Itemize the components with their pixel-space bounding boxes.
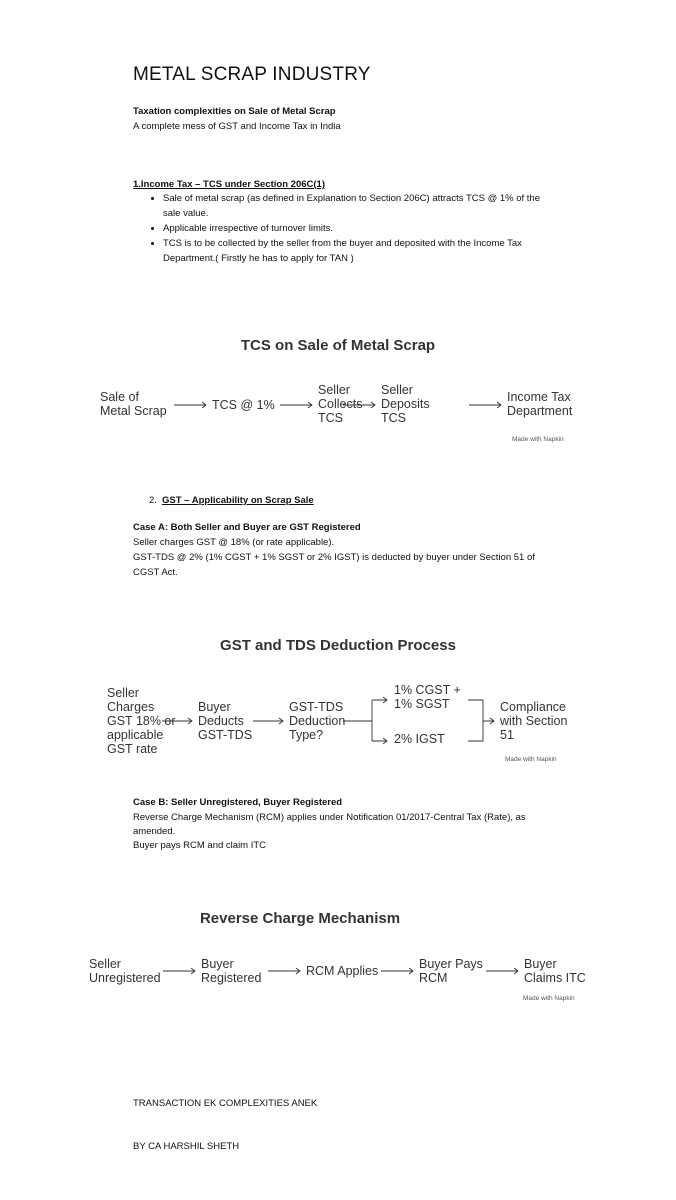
node-line: 2% IGST [394,732,445,746]
section2-heading: GST – Applicability on Scrap Sale [162,495,314,506]
node-line: Type? [289,728,324,742]
flow-node [381,383,430,425]
case-a-line: CGST Act. [133,567,178,578]
node-line: 1% SGST [394,697,450,711]
napkin-credit: Made with Napkin [512,436,564,443]
node-line: Metal Scrap [100,404,167,418]
diagram-rcm [0,895,676,1010]
list-item: • Applicable irrespective of turnover limits. [163,221,554,236]
diagram-title: TCS on Sale of Metal Scrap [240,337,436,354]
node-line: RCM Applies [306,964,379,978]
diagram-gst-tds [0,620,676,770]
node-line: Collects [318,397,363,411]
node-line: Deducts [198,714,244,728]
flow-node [507,390,573,418]
case-a-line: GST-TDS @ 2% (1% CGST + 1% SGST or 2% IGST) is deducted by buyer under Section 51 of [133,552,535,563]
case-b-line: Reverse Charge Mechanism (RCM) applies under Notification 01/2017-Central Tax (Rate), as [133,812,526,823]
flow-node [100,390,167,418]
case-b-line: Buyer pays RCM and claim ITC [133,840,267,851]
node-line: Buyer [524,957,557,971]
napkin-credit: Made with Napkin [505,756,557,763]
node-line: Deduction [289,714,346,728]
node-line: 1% CGST + [394,683,461,697]
node-line: Seller [381,383,413,397]
node-line: Sale of [100,390,139,404]
node-line: GST-TDS [198,728,253,742]
flow-node [394,732,445,746]
flow-node [212,398,275,412]
flow-node [89,957,161,985]
flow-node [394,683,461,711]
list-item: • TCS is to be collected by the seller from the buyer and deposited with the Income Tax Department.( Firstly he has to apply for TAN ) [163,236,554,266]
node-line: TCS [381,411,406,425]
page-title: METAL SCRAP INDUSTRY [133,64,371,85]
node-line: Claims ITC [524,971,586,985]
node-line: Compliance [500,700,567,714]
node-line: GST-TDS [289,700,344,714]
node-line: GST 18% or [107,714,176,728]
node-line: 51 [500,728,514,742]
node-line: Buyer [198,700,231,714]
node-line: Charges [107,700,155,714]
section1-bullets [149,191,554,266]
flow-node [198,700,252,742]
flow-node [289,700,345,742]
subtitle: Taxation complexities on Sale of Metal Scrap [133,106,336,117]
list-item: • Sale of metal scrap (as defined in Explanation to Section 206C) attracts TCS @ 1% of the sale value. [163,191,554,221]
flow-node [318,383,362,425]
diagram-tcs [0,320,676,450]
napkin-credit: Made with Napkin [523,995,575,1002]
node-line: Unregistered [89,971,161,985]
case-a-title: Case A: Both Seller and Buyer are GST Registered [133,522,361,533]
node-line: Buyer Pays [419,957,483,971]
node-line: Seller [107,686,139,700]
section2-number: 2. [149,495,157,506]
diagram-title: Reverse Charge Mechanism [199,910,401,927]
node-line: Registered [201,971,262,985]
merge-connector [468,700,494,741]
footer-line: TRANSACTION EK COMPLEXITIES ANEK [133,1098,318,1109]
footer-line: BY CA HARSHIL SHETH [133,1141,240,1152]
node-line: TCS [318,411,343,425]
case-b-line: amended. [133,826,176,837]
node-line: RCM [419,971,448,985]
node-line: applicable [107,728,164,742]
node-line: Buyer [201,957,234,971]
case-b-title: Case B: Seller Unregistered, Buyer Registered [133,797,343,808]
node-line: Department [507,404,573,418]
diagram-title: GST and TDS Deduction Process [220,637,456,654]
branch-connector [343,700,387,741]
flow-node [419,957,483,985]
tagline: A complete mess of GST and Income Tax in India [133,121,341,132]
flow-node [306,964,378,978]
flow-node [524,957,586,985]
flow-node [201,957,261,985]
node-line: with Section [500,714,568,728]
node-line: TCS @ 1% [212,398,275,412]
case-a-line: Seller charges GST @ 18% (or rate applicable). [133,537,335,548]
node-line: Deposits [381,397,430,411]
section1-heading: 1.Income Tax – TCS under Section 206C(1) [133,179,325,190]
node-line: Seller [89,957,121,971]
node-line: Seller [318,383,350,397]
flow-node [499,700,567,742]
node-line: Income Tax [507,390,571,404]
node-line: GST rate [107,742,158,756]
